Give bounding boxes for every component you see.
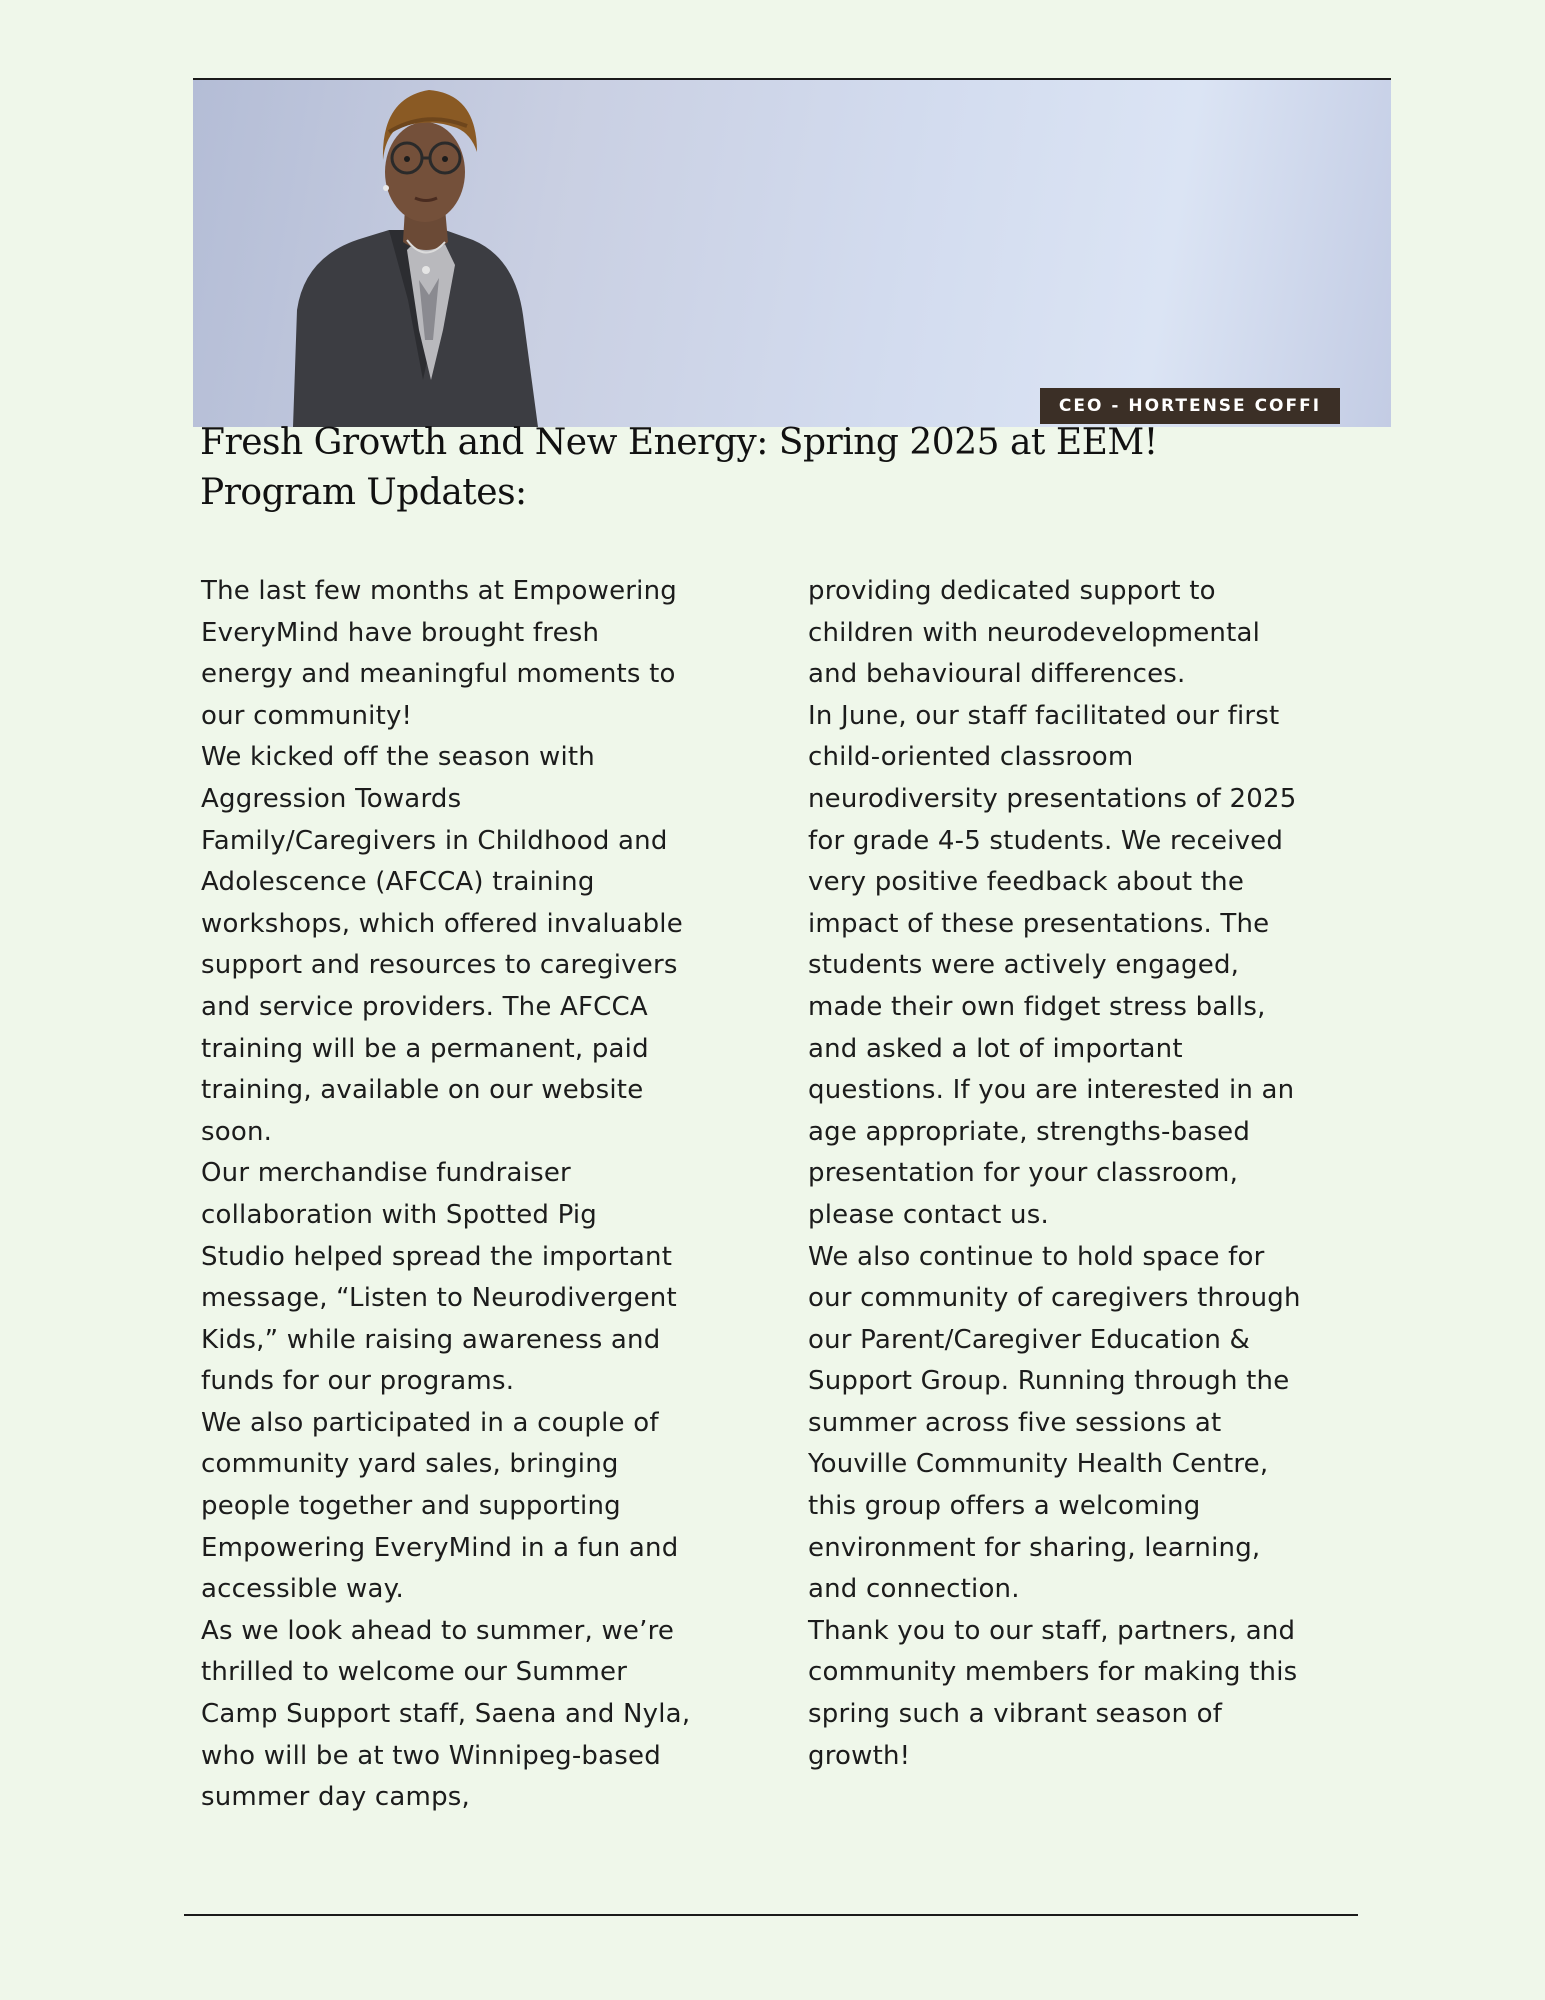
left-column [201,571,791,1819]
paragraph: Thank you to our staff, partners, and community members for making this spring such a vibrant season of growth! [808,1615,1298,1771]
paragraph: We also continue to hold space for our community of caregivers through our Parent/Caregiver Education & Support Group. Running through the summer across five sessions at Youville Community Health Centre, this group offers a welcoming environment for sharing, learning, and connection. [808,1241,1301,1605]
paragraph: We kicked off the season with Aggression Towards Family/Caregivers in Childhood and Adolescence (AFCCA) training workshops, which offered invaluable support and resources to caregivers and service providers. The AFCCA training will be a permanent, paid training, available on our website soon. [201,742,683,1147]
ceo-caption: CEO - HORTENSE COFFI [1040,388,1340,424]
right-column [808,571,1398,1777]
paragraph: As we look ahead to summer, we’re thrilled to welcome our Summer Camp Support staff, Saena and Nyla, who will be at two Winnipeg-based summer day camps, [201,1615,691,1813]
page-title [200,418,1380,518]
title-line-1: Fresh Growth and New Energy: Spring 2025 at EEM! [200,422,1158,463]
paragraph: In June, our staff facilitated our first child-oriented classroom neurodiversity presentations of 2025 for grade 4-5 students. We received very positive feedback about the impact of these presentations. The students were actively engaged, made their own fidget stress balls, and asked a lot of important questions. If you are interested in an age appropriate, strengths-based presentation for your classroom, please contact us. [808,700,1297,1230]
paragraph: Our merchandise fundraiser collaboration with Spotted Pig Studio helped spread the important message, “Listen to Neurodivergent Kids,” while raising awareness and funds for our programs. [201,1158,677,1397]
paragraph: We also participated in a couple of community yard sales, bringing people together and supporting Empowering EveryMind in a fun and accessible way. [201,1407,679,1605]
ceo-portrait [193,80,1391,427]
header-photo [193,80,1391,427]
paragraph: providing dedicated support to children with neurodevelopmental and behavioural differences. [808,576,1261,690]
paragraph: The last few months at Empowering EveryMind have brought fresh energy and meaningful moments to our community! [201,576,677,731]
bottom-divider [184,1914,1358,1916]
title-line-2: Program Updates: [200,472,527,513]
